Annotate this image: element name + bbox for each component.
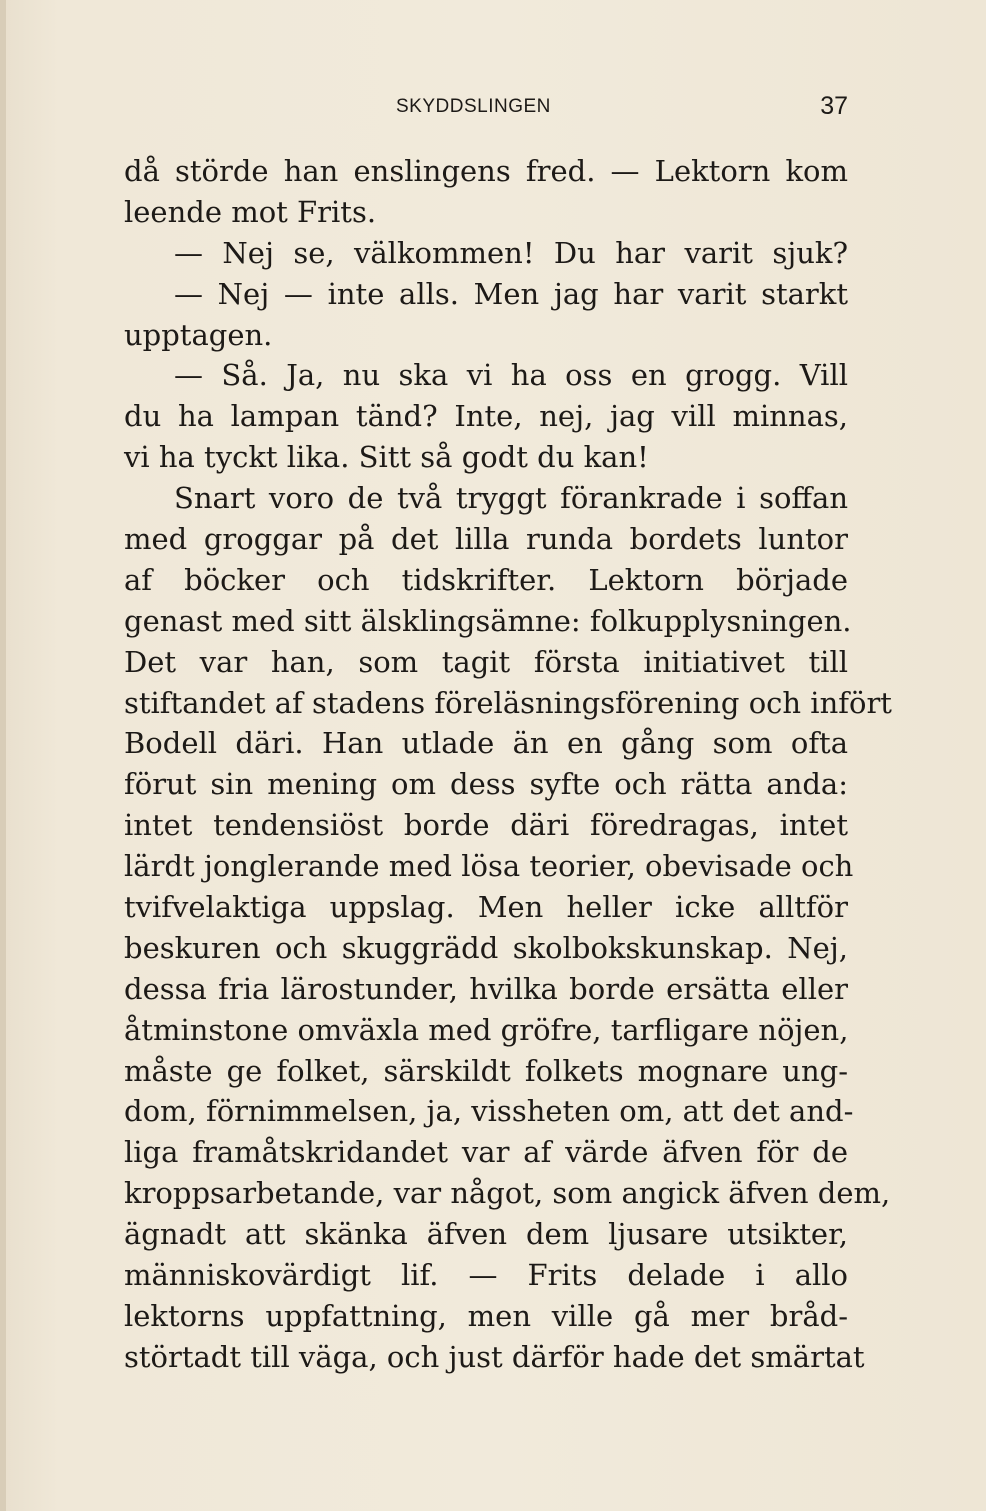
text-line: beskuren och skuggrädd skolbokskunskap. Nej, [124,930,848,965]
page-number: 37 [820,92,848,120]
text-line: kroppsarbetande, var något, som angick äfven dem, [124,1176,891,1211]
text-line: intet tendensiöst borde däri föredragas, intet [124,808,848,843]
body-text [124,151,892,1378]
text-line: Det var han, som tagit första initiativet till [124,644,848,679]
text-line: Bodell däri. Han utlade än en gång som ofta [124,726,848,761]
text-line: lärdt jonglerande med lösa teorier, obevisade och [124,849,854,884]
text-line: du ha lampan tänd? Inte, nej, jag vill minnas, [124,399,848,434]
running-title: SKYDDSLINGEN [396,96,551,117]
text-line: — Nej — inte alls. Men jag har varit starkt [174,276,848,311]
text-line: leende mot Frits. [124,194,377,229]
text-line: liga framåtskridandet var af värde äfven för de [124,1135,848,1170]
text-line: genast med sitt älsklingsämne: folkupplysningen. [124,603,852,638]
page-header [124,92,848,124]
text-line: — Så. Ja, nu ska vi ha oss en grogg. Vill [174,358,848,393]
text-line: dessa fria lärostunder, hvilka borde ersätta eller [124,971,848,1006]
text-line: lektorns uppfattning, men ville gå mer bråd- [124,1298,848,1333]
text-line: förut sin mening om dess syfte och rätta anda: [124,767,848,802]
page-edge [0,0,6,1511]
text-line: af böcker och tidskrifter. Lektorn började [124,562,848,597]
text-line: människovärdigt lif. — Frits delade i allo [124,1258,848,1293]
text-line: åtminstone omväxla med gröfre, tarfligare nöjen, [124,1012,849,1047]
text-line: måste ge folket, särskildt folkets mognare ung- [124,1053,848,1088]
text-line: — Nej se, välkommen! Du har varit sjuk? [174,235,848,270]
text-line: vi ha tyckt lika. Sitt så godt du kan! [124,440,649,475]
text-line: stiftandet af stadens föreläsningsförening och infört [124,685,892,720]
text-line: tvifvelaktiga uppslag. Men heller icke alltför [124,890,848,925]
text-line: dom, förnimmelsen, ja, vissheten om, att det and- [124,1094,854,1129]
text-line: ägnadt att skänka äfven dem ljusare utsikter, [124,1217,848,1252]
text-line: då störde han enslingens fred. — Lektorn kom [124,154,848,188]
text-line: upptagen. [124,317,273,352]
text-line: störtadt till väga, och just därför hade det smärtat [124,1339,865,1374]
text-line: med groggar på det lilla runda bordets luntor [124,522,848,557]
text-line: Snart voro de två tryggt förankrade i soffan [174,481,848,516]
